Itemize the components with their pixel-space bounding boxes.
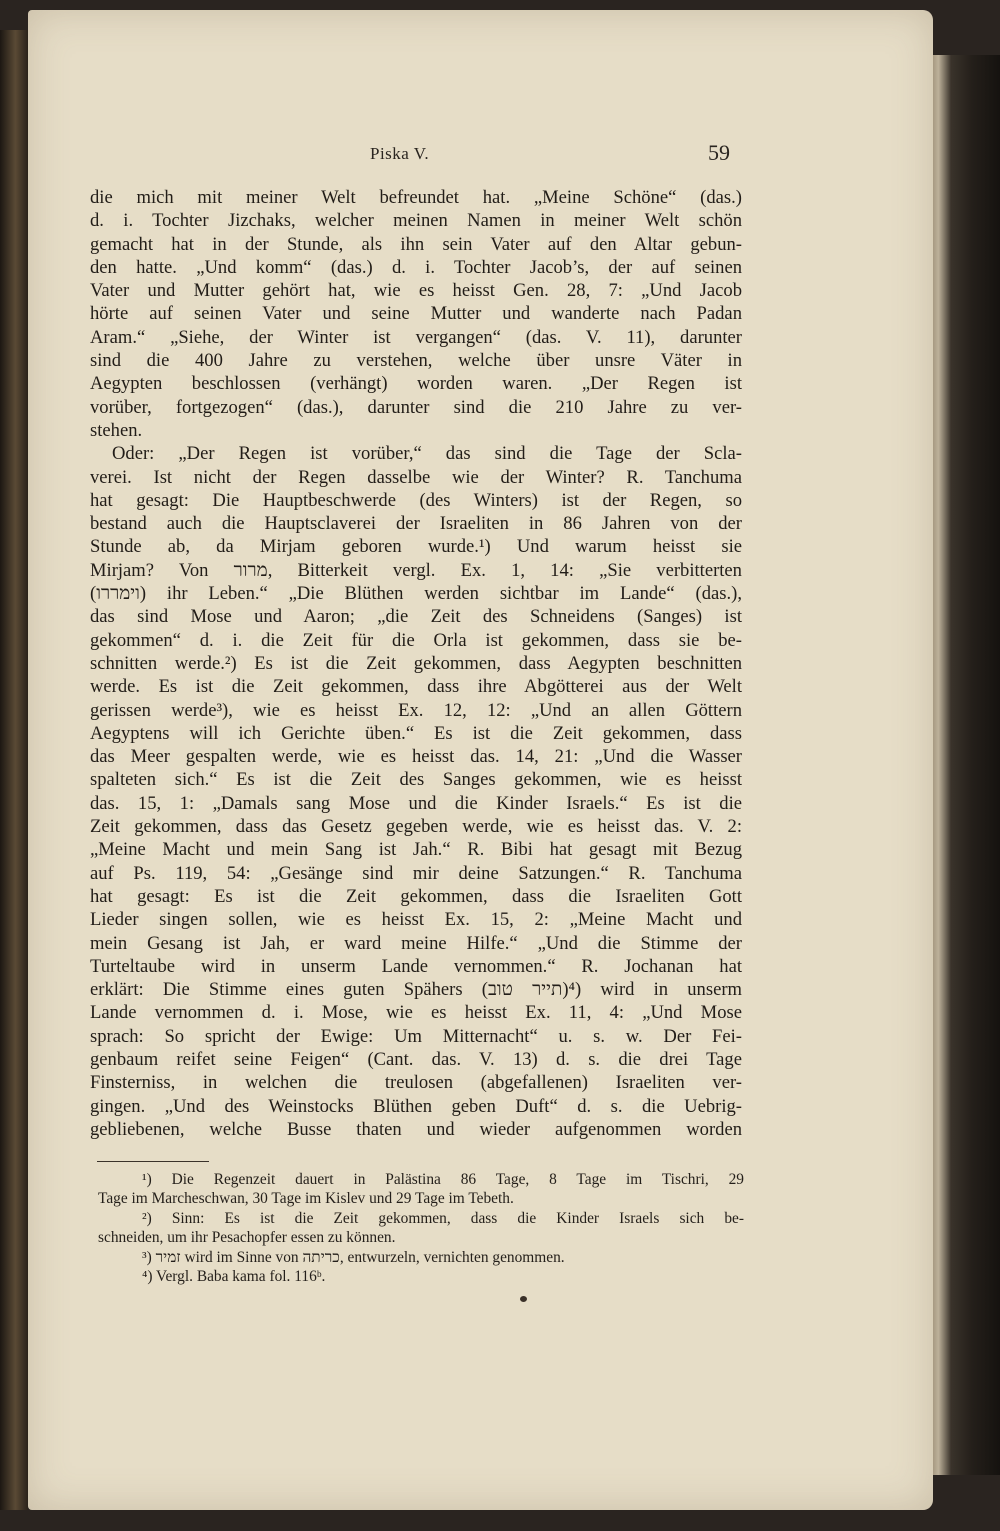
text-line: vorüber, fortgezogen“ (das.), darunter sind die 210 Jahre zu ver-	[90, 396, 742, 418]
footnote-line: schneiden, um ihr Pesachopfer essen zu können.	[98, 1229, 396, 1247]
footnote-line: ²) Sinn: Es ist die Zeit gekommen, dass die Kinder Israels sich be-	[142, 1209, 744, 1227]
text-line: auf Ps. 119, 54: „Gesänge sind mir deine Satzungen.“ R. Tanchuma	[90, 862, 742, 884]
text-line: Oder: „Der Regen ist vorüber,“ das sind die Tage der Scla-	[112, 443, 742, 465]
text-line: spalteten sich.“ Es ist die Zeit des Sanges gekommen, wie es heisst	[90, 769, 742, 791]
text-line: Aram.“ „Siehe, der Winter ist vergangen“ (das. V. 11), darunter	[90, 326, 742, 348]
text-line: Lieder singen sollen, wie es heisst Ex. 15, 2: „Meine Macht und	[90, 909, 742, 931]
text-line: erklärt: Die Stimme eines guten Spähers (תייר טוב)⁴) wird in unserm	[90, 979, 742, 1001]
text-line: sind die 400 Jahre zu verstehen, welche über unsre Väter in	[90, 350, 742, 372]
running-title: Piska V.	[370, 144, 430, 163]
text-line: mein Gesang ist Jah, er ward meine Hilfe.“ „Und die Stimme der	[90, 932, 742, 954]
text-line: (וימררו) ihr Leben.“ „Die Blüthen werden sichtbar im Lande“ (das.),	[90, 583, 742, 605]
text-line: gemacht hat in der Stunde, als ihn sein Vater auf den Altar gebun-	[90, 233, 742, 255]
text-line: Aegypten beschlossen (verhängt) worden waren. „Der Regen ist	[90, 373, 742, 395]
page-number: 59	[708, 140, 730, 165]
footnote-line: ³) זמיר wird im Sinne von כריתה, entwurzeln, vernichten genommen.	[142, 1248, 565, 1266]
footnotes	[98, 1170, 744, 1286]
text-line: die mich mit meiner Welt befreundet hat. „Meine Schöne“ (das.)	[90, 187, 742, 208]
text-line: das Meer gespalten werde, wie es heisst das. 14, 21: „Und die Wasser	[90, 746, 742, 768]
text-line: hat gesagt: Es ist die Zeit gekommen, dass die Israeliten Gott	[90, 885, 742, 907]
text-line: Mirjam? Von מרור, Bitterkeit vergl. Ex. 1, 14: „Sie verbitterten	[90, 559, 742, 581]
text-line: Aegyptens will ich Gerichte üben.“ Es ist die Zeit gekommen, dass	[90, 722, 742, 744]
text-line: sprach: So spricht der Ewige: Um Mitternacht“ u. s. w. Der Fei-	[90, 1025, 742, 1047]
footnote-line: ⁴) Vergl. Baba kama fol. 116ᵇ.	[142, 1268, 326, 1286]
text-line: Finsterniss, in welchen die treulosen (abgefallenen) Israeliten ver-	[90, 1072, 742, 1094]
text-line: Zeit gekommen, dass das Gesetz gegeben werde, wie es heisst das. V. 2:	[90, 816, 742, 838]
text-line: das sind Mose und Aaron; „die Zeit des Schneidens (Sanges) ist	[90, 606, 742, 628]
text-line: „Meine Macht und mein Sang ist Jah.“ R. Bibi hat gesagt mit Bezug	[90, 839, 742, 861]
text-line: stehen.	[90, 419, 143, 441]
text-line: genbaum reifet seine Feigen“ (Cant. das. V. 13) d. s. die drei Tage	[90, 1048, 742, 1070]
text-line: gebliebenen, welche Busse thaten und wieder aufgenommen worden	[90, 1118, 742, 1140]
text-line: bestand auch die Hauptsclaverei der Israeliten in 86 Jahren von der	[90, 513, 742, 535]
text-line: Lande vernommen d. i. Mose, wie es heisst Ex. 11, 4: „Und Mose	[90, 1002, 742, 1024]
main-text	[90, 186, 742, 1141]
text-line: gingen. „Und des Weinstocks Blüthen geben Duft“ d. s. die Uebrig-	[90, 1095, 742, 1117]
footnote-divider	[97, 1161, 209, 1162]
footnote-line: Tage im Marcheschwan, 30 Tage im Kislev und 29 Tage im Tebeth.	[98, 1190, 514, 1208]
text-line: gekommen“ d. i. die Zeit für die Orla ist gekommen, dass sie be-	[90, 629, 742, 651]
text-line: Turteltaube wird in unserm Lande vernommen.“ R. Jochanan hat	[90, 955, 742, 977]
text-line: schnitten werde.²) Es ist die Zeit gekommen, dass Aegypten beschnitten	[90, 652, 742, 674]
ink-spot	[520, 1296, 527, 1302]
text-line: Vater und Mutter gehört hat, wie es heisst Gen. 28, 7: „Und Jacob	[90, 280, 742, 302]
text-line: hat gesagt: Die Hauptbeschwerde (des Winters) ist der Regen, so	[90, 489, 742, 511]
text-line: Stunde ab, da Mirjam geboren wurde.¹) Und warum heisst sie	[90, 536, 742, 558]
text-line: das. 15, 1: „Damals sang Mose und die Kinder Israels.“ Es ist die	[90, 792, 742, 814]
text-line: hörte auf seinen Vater und seine Mutter und wanderte nach Padan	[90, 303, 742, 325]
text-line: verei. Ist nicht der Regen dasselbe wie der Winter? R. Tanchuma	[90, 466, 742, 488]
text-line: gerissen werde³), wie es heisst Ex. 12, 12: „Und an allen Göttern	[90, 699, 742, 721]
text-line: d. i. Tochter Jizchaks, welcher meinen Namen in meiner Welt schön	[90, 210, 742, 232]
book-binding-edge	[930, 55, 1000, 1475]
text-line: den hatte. „Und komm“ (das.) d. i. Tochter Jacob’s, der auf seinen	[90, 256, 742, 278]
text-line: werde. Es ist die Zeit gekommen, dass ihre Abgötterei aus der Welt	[90, 676, 742, 698]
left-page-edge	[0, 30, 28, 1510]
footnote-line: ¹) Die Regenzeit dauert in Palästina 86 Tage, 8 Tage im Tischri, 29	[142, 1171, 744, 1188]
